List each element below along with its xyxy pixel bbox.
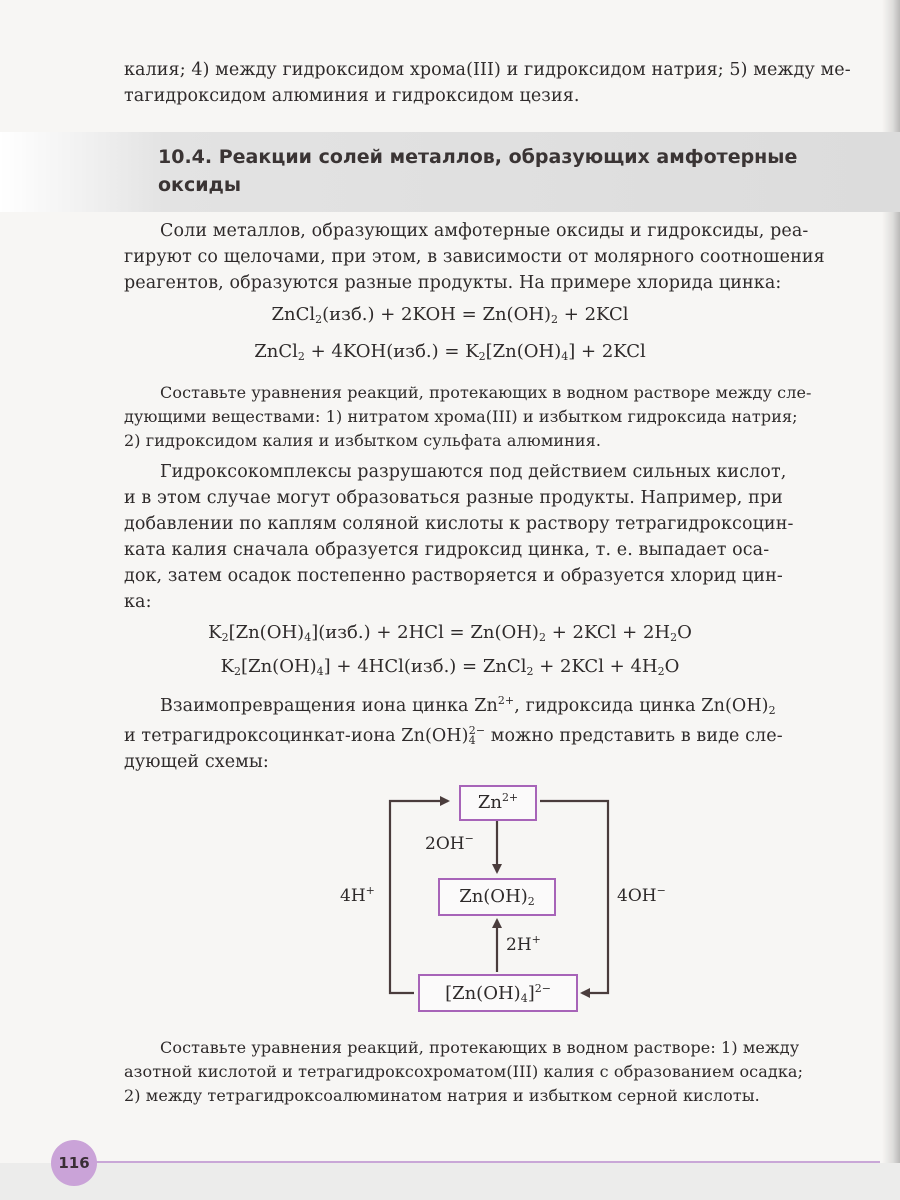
text-line: Гидроксокомплексы разрушаются под действием сильных кислот, [160, 462, 787, 482]
label-4oh: 4OH− [617, 884, 666, 906]
node-zinc-ion: $Zn^{2+}$ [459, 785, 537, 821]
label-2h: 2H+ [506, 933, 541, 955]
text-line: ката калия сначала образуется гидроксид цинка, т. е. выпадает оса- [124, 540, 770, 560]
footer-band [0, 1163, 900, 1200]
section-heading [158, 143, 797, 199]
section-title-line1: 10.4. Реакции солей металлов, образующих амфотерные [158, 146, 798, 168]
task-1 [124, 381, 900, 453]
text-line: гируют со щелочами, при этом, в зависимости от молярного соотношения [124, 247, 825, 267]
text-line: Составьте уравнения реакций, протекающих в водном растворе: 1) между [160, 1038, 800, 1057]
text-line: тагидроксидом алюминия и гидроксидом цезия. [124, 86, 580, 106]
paragraph-1 [124, 218, 900, 296]
text-line: 2) между тетрагидроксоалюминатом натрия и избытком серной кислоты. [124, 1086, 760, 1105]
text-line: 2) гидроксидом калия и избытком сульфата алюминия. [124, 431, 602, 450]
node-tetrahydroxozincate: $[Zn(OH)_4]^{2-}$ [418, 974, 578, 1012]
text-line: дующей схемы: [124, 752, 269, 772]
section-title-line2: оксиды [158, 174, 242, 196]
equation-2: ZnCl$_2$ + $4KOH(изб.) = K_2[Zn(OH)_4] + 2KCl$ [254, 341, 646, 363]
label-4h: 4H+ [340, 884, 375, 906]
text-line: док, затем осадок постепенно растворяется и образуется хлорид цин- [124, 566, 783, 586]
intro-paragraph [124, 57, 900, 109]
text-line: добавлении по каплям соляной кислоты к раствору тетрагидроксоцин- [124, 514, 794, 534]
zinc-conversion-diagram [330, 780, 700, 1020]
equation-1: ZnCl$_2$(изб.) + $2KOH = Zn(OH)_2 + 2KCl$ [271, 304, 629, 326]
text-line: Соли металлов, образующих амфотерные оксиды и гидроксиды, реа- [160, 221, 809, 241]
text-line: и тетрагидроксоцинкат-иона $Zn(OH)_4^{2-}$ можно представить в виде сле- [124, 724, 783, 747]
text-line: ка: [124, 592, 152, 612]
paragraph-2 [124, 459, 900, 615]
equation-4: $K_2[Zn(OH)_4] + 4HCl(изб.)$ = ZnCl$_2$ + $2KCl + 4H_2O$ [220, 656, 680, 678]
text-line: дующими веществами: 1) нитратом хрома(III) и избытком гидроксида натрия; [124, 407, 798, 426]
text-line: реагентов, образуются разные продукты. На примере хлорида цинка: [124, 273, 782, 293]
footer-rule [95, 1161, 880, 1163]
text-line: Взаимопревращения иона цинка $Zn^{2+}$, гидроксида цинка $Zn(OH)_2$ [160, 694, 776, 717]
task-2 [124, 1036, 900, 1108]
page-number-badge: 116 [51, 1140, 97, 1186]
label-2oh: 2OH− [425, 832, 474, 854]
text-line: и в этом случае могут образоваться разные продукты. Например, при [124, 488, 783, 508]
text-line: калия; 4) между гидроксидом хрома(III) и гидроксидом натрия; 5) между ме- [124, 60, 851, 80]
paragraph-3 [124, 693, 900, 775]
equation-3: $K_2[Zn(OH)_4](изб.) + 2HCl = Zn(OH)_2 + 2KCl + 2H_2O$ [208, 622, 692, 644]
text-line: азотной кислотой и тетрагидроксохроматом(III) калия с образованием осадка; [124, 1062, 804, 1081]
text-line: Составьте уравнения реакций, протекающих в водном растворе между сле- [160, 383, 812, 402]
node-zinc-hydroxide: $Zn(OH)_2$ [438, 878, 556, 916]
